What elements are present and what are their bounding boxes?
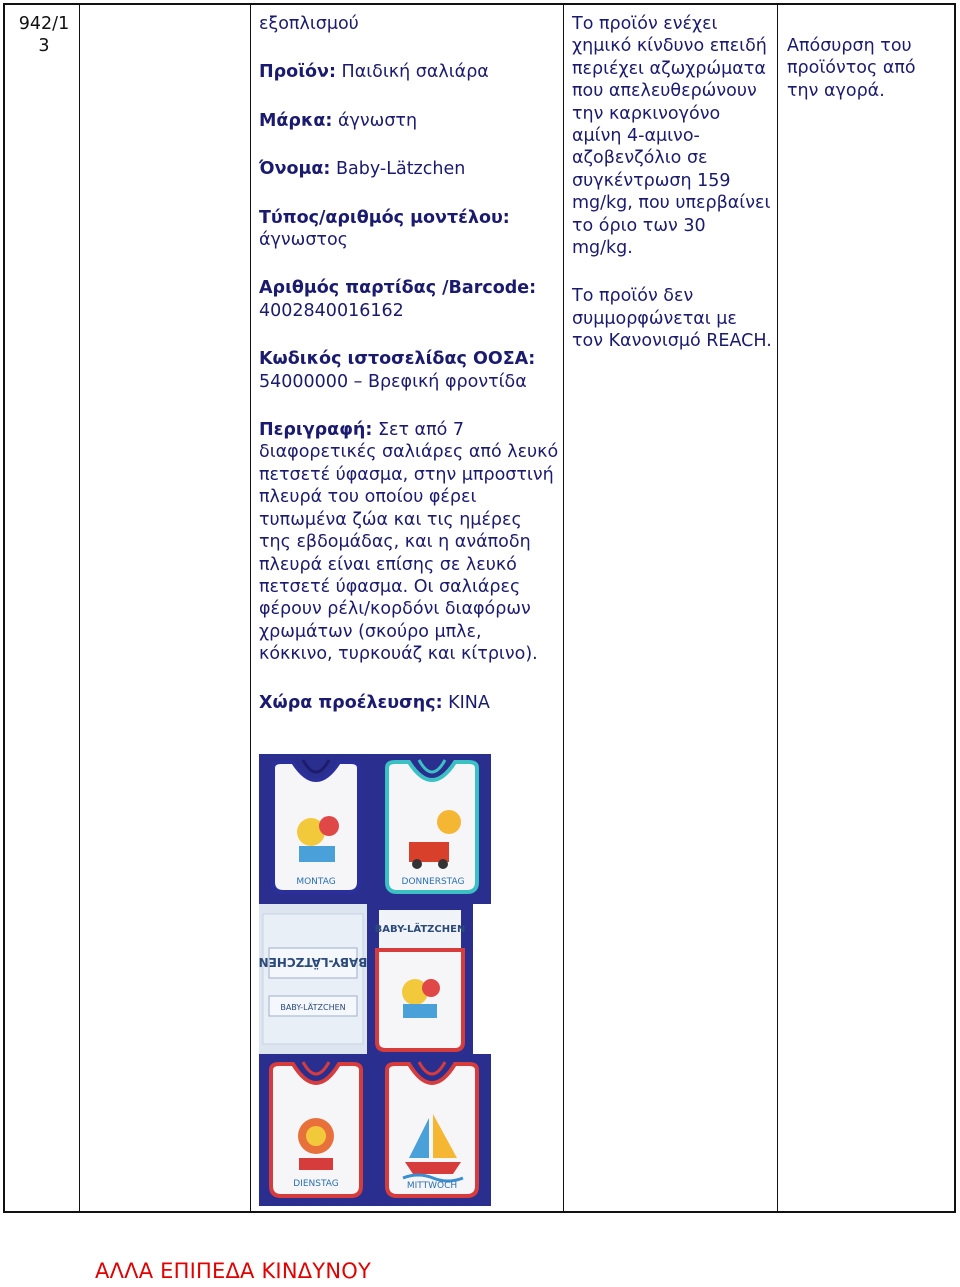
svg-text:DIENSTAG: DIENSTAG: [293, 1179, 339, 1189]
origin-value: ΚΙΝΑ: [448, 692, 490, 713]
bib-photo-1: [259, 754, 373, 904]
model-label: Τύπος/αριθμός μοντέλου:: [259, 207, 510, 228]
column-divider: [777, 5, 778, 1211]
oecd-field: [259, 348, 559, 393]
batch-value: 4002840016162: [259, 300, 404, 321]
svg-text:MONTAG: MONTAG: [296, 877, 336, 887]
brand-label: Μάρκα:: [259, 110, 333, 131]
column-divider: [250, 5, 251, 1211]
bib-photo-3: [259, 1054, 373, 1206]
risk-paragraph: Το προϊόν δεν συμμορφώνεται με τον Κανονισμό REACH.: [572, 286, 772, 352]
risk-description: [572, 13, 772, 379]
column-divider: [79, 5, 80, 1211]
batch-label: Αριθμός παρτίδας /Barcode:: [259, 278, 537, 299]
risk-paragraph: Το προϊόν ενέχει χημικό κίνδυνο επειδή περιέχει αζωχρώματα που απελευθερώνουν την καρκινογόνο αμίνη 4-αμινο-αζοβενζόλιο σε συγκέντρωση 159 mg/kg, που υπερβαίνει το όριο των 30 mg/kg.: [572, 14, 771, 259]
model-value: άγνωστος: [259, 230, 348, 251]
product-value: Παιδική σαλιάρα: [341, 62, 489, 83]
model-field: [259, 207, 559, 252]
column-divider: [563, 5, 564, 1211]
brand-field: [259, 110, 559, 132]
package-photo: [259, 904, 367, 1054]
brand-value: άγνωστη: [338, 110, 418, 131]
bib-photo-2: [373, 754, 491, 904]
equipment-continuation: εξοπλισμού: [259, 14, 359, 34]
name-label: Όνομα:: [259, 159, 331, 180]
origin-field: [259, 692, 559, 714]
product-label: Προϊόν:: [259, 62, 336, 83]
description-field: [259, 419, 559, 665]
svg-text:BABY-LÄTZCHEN: BABY-LÄTZCHEN: [259, 955, 367, 969]
description-label: Περιγραφή:: [259, 420, 373, 441]
svg-text:BABY-LÄTZCHEN: BABY-LÄTZCHEN: [280, 1003, 346, 1012]
svg-text:BABY-LÄTZCHEN: BABY-LÄTZCHEN: [374, 924, 466, 935]
origin-label: Χώρα προέλευσης:: [259, 692, 443, 713]
description-value: Σετ από 7 διαφορετικές σαλιάρες από λευκό πετσετέ ύφασμα, στην μπροστινή πλευρά του οποίου φέρει τυπωμένα ζώα και τις ημέρες της εβδομάδας, και η ανάποδη πλευρά είναι επίσης σε λευκό πετσετέ ύφασμα. Οι σαλιάρες φέρουν ρέλι/κορδόνι διαφόρων χρωμάτων (σκούρο μπλε, κόκκινο, τυρκουάζ και κίτρινο).: [259, 420, 559, 665]
oecd-label: Κωδικός ιστοσελίδας ΟΟΣΑ:: [259, 349, 536, 370]
batch-field: [259, 277, 559, 322]
product-table: [3, 3, 956, 1213]
name-field: [259, 158, 559, 180]
product-field: [259, 61, 559, 83]
svg-text:MITTWOCH: MITTWOCH: [406, 1181, 458, 1191]
product-info: [259, 13, 559, 740]
bib-set-photo: [367, 904, 473, 1054]
row-number: 942/1 3: [18, 14, 70, 57]
svg-text:DONNERSTAG: DONNERSTAG: [401, 877, 465, 887]
measures-taken: Απόσυρση του προϊόντος από την αγορά.: [787, 36, 916, 101]
bib-photo-4: [373, 1054, 491, 1206]
name-value: Baby-Lätzchen: [336, 159, 466, 180]
other-risk-levels-heading: ΑΛΛΑ ΕΠΙΠΕΔΑ ΚΙΝΔΥΝΟΥ: [95, 1259, 371, 1283]
oecd-value: 54000000 – Βρεφική φροντίδα: [259, 371, 527, 392]
